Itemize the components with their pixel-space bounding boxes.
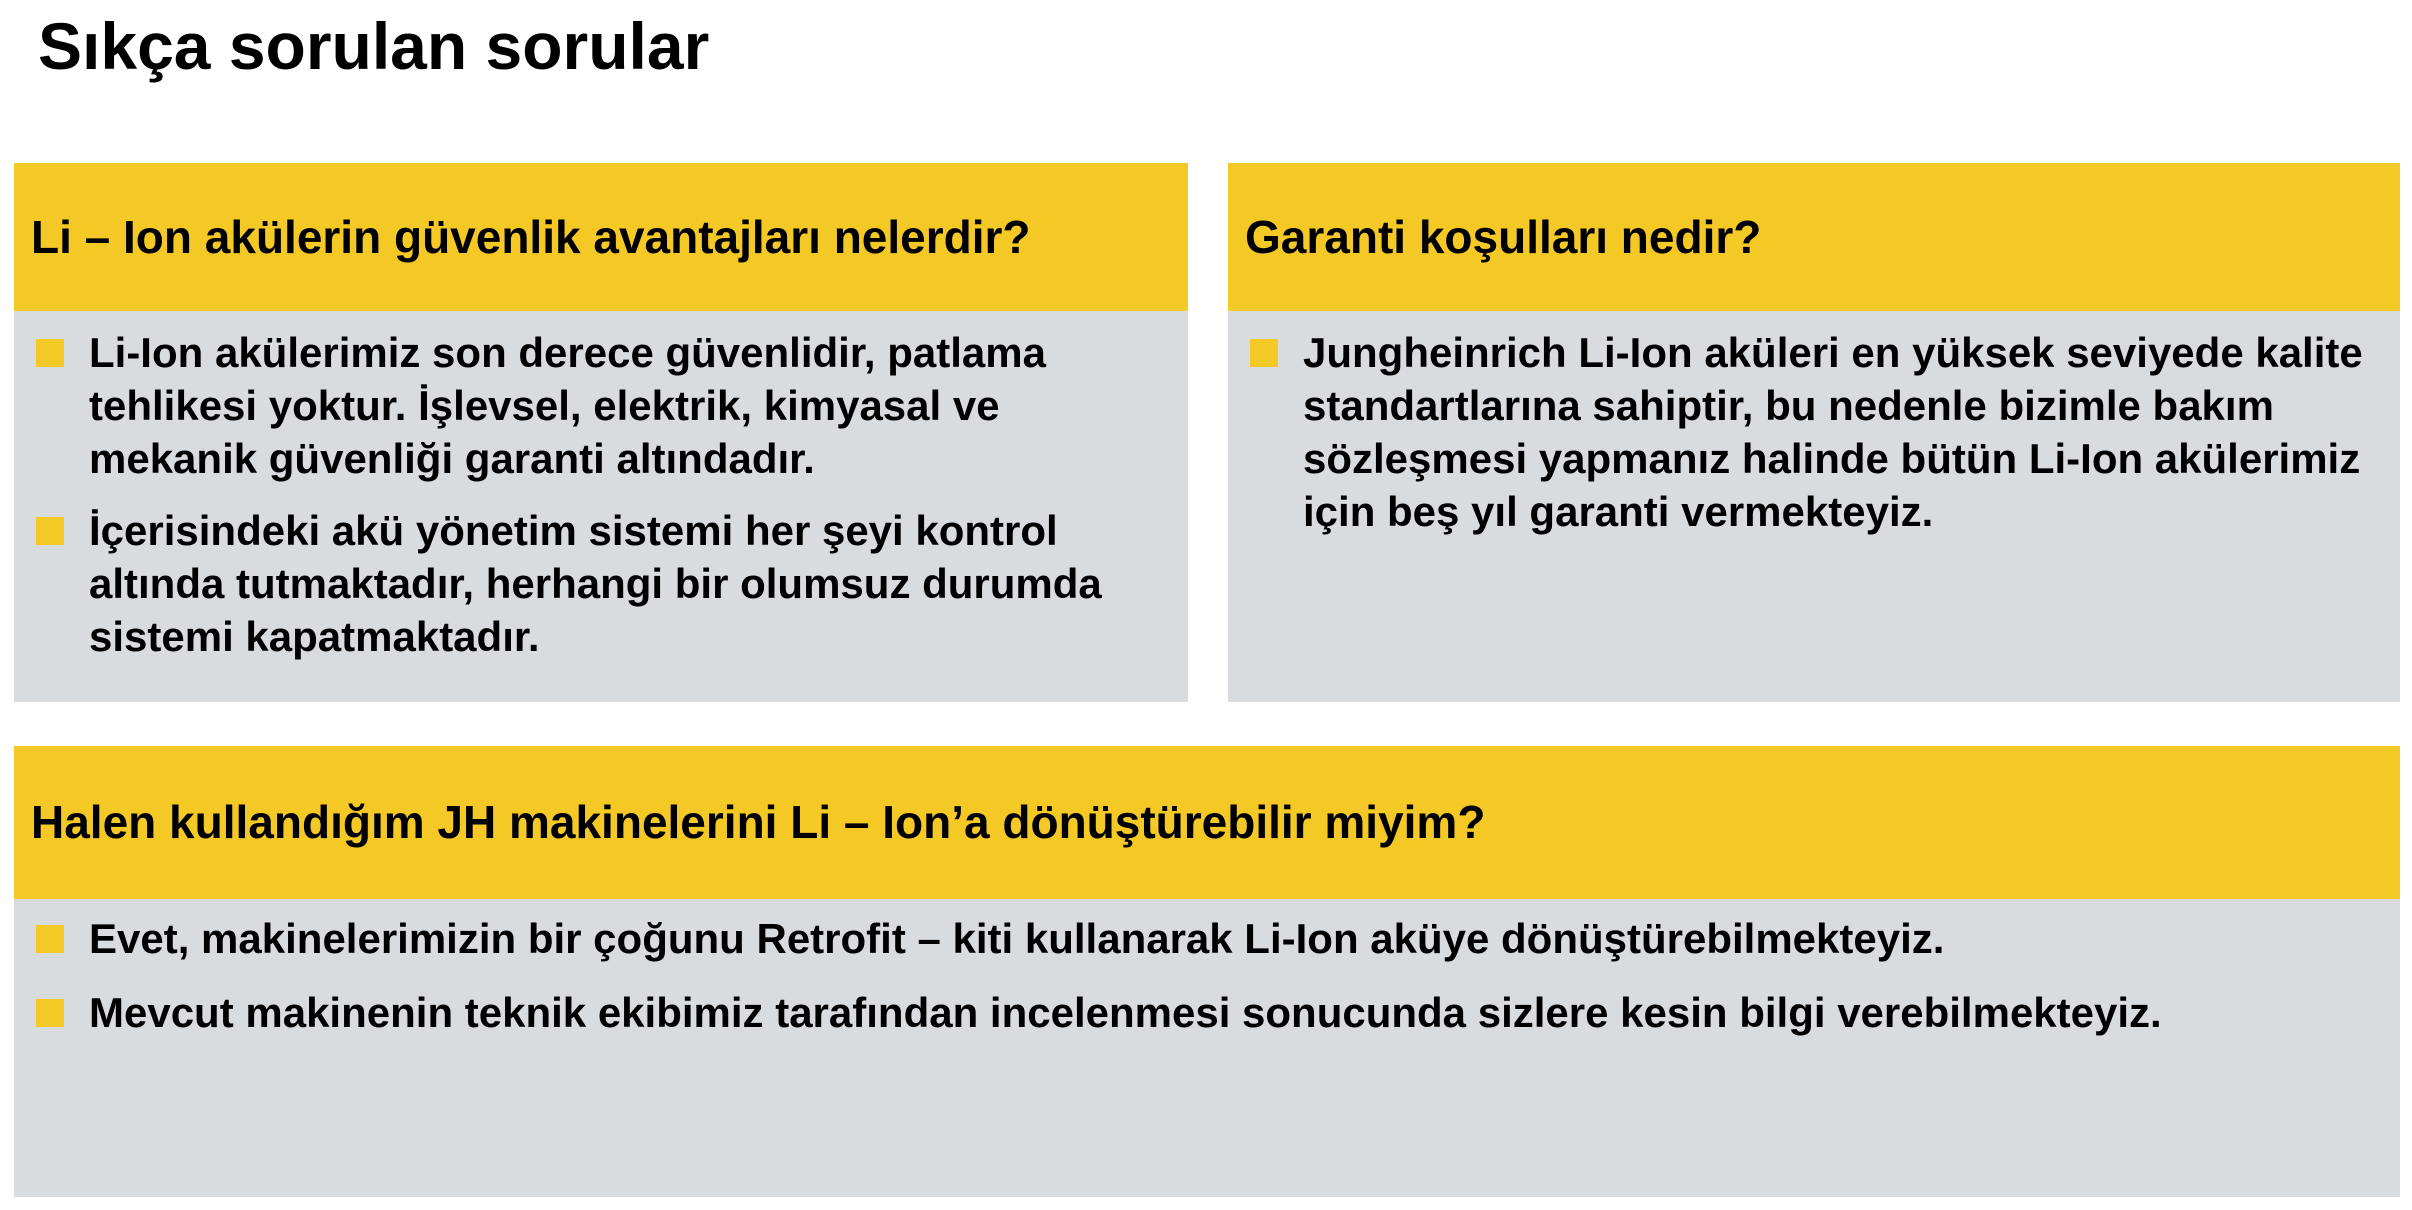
- faq-question-header: [14, 746, 2400, 899]
- square-bullet-icon: [36, 925, 64, 953]
- square-bullet-icon: [36, 517, 64, 545]
- faq-question-title: Li – Ion akülerin güvenlik avantajları nelerdir?: [31, 211, 1031, 263]
- faq-answer-text: Li-Ion akülerimiz son derece güvenlidir, patlama tehlikesi yoktur. İşlevsel, elektrik, kimyasal ve mekanik güvenliği garanti altındadır.: [89, 329, 1046, 482]
- faq-answer-list: [14, 326, 1188, 663]
- faq-card-warranty: [1228, 163, 2400, 702]
- faq-answer-list: [14, 912, 2400, 1039]
- faq-card-safety: [14, 163, 1188, 702]
- square-bullet-icon: [36, 999, 64, 1027]
- faq-answer-text: Jungheinrich Li-Ion aküleri en yüksek seviyede kalite standartlarına sahiptir, bu nedenle bizimle bakım sözleşmesi yapmanız halinde bütün Li-Ion akülerimiz için beş yıl garanti vermekteyiz.: [1303, 329, 2363, 535]
- faq-answer-item: [14, 504, 1188, 663]
- square-bullet-icon: [36, 339, 64, 367]
- faq-answer-text: İçerisindeki akü yönetim sistemi her şeyi kontrol altında tutmaktadır, herhangi bir olumsuz durumda sistemi kapatmaktadır.: [89, 507, 1102, 660]
- faq-answer-text: Evet, makinelerimizin bir çoğunu Retrofit – kiti kullanarak Li-Ion aküye dönüştürebilmekteyiz.: [89, 915, 1945, 962]
- faq-question-title: Garanti koşulları nedir?: [1245, 211, 1762, 263]
- page-title: Sıkça sorulan sorular: [38, 9, 710, 83]
- faq-question-title: Halen kullandığım JH makinelerini Li – Ion’a dönüştürebilir miyim?: [31, 796, 1486, 848]
- faq-answer-item: [14, 912, 2400, 965]
- faq-answer-list: [1228, 326, 2400, 538]
- faq-question-header: [1228, 163, 2400, 311]
- faq-card-retrofit: [14, 746, 2400, 1197]
- faq-question-header: [14, 163, 1188, 311]
- faq-answer-item: [14, 986, 2400, 1039]
- faq-answer-item: [14, 326, 1188, 485]
- faq-answer-item: [1228, 326, 2400, 538]
- square-bullet-icon: [1250, 339, 1278, 367]
- faq-answer-text: Mevcut makinenin teknik ekibimiz tarafından incelenmesi sonucunda sizlere kesin bilgi verebilmekteyiz.: [89, 989, 2162, 1036]
